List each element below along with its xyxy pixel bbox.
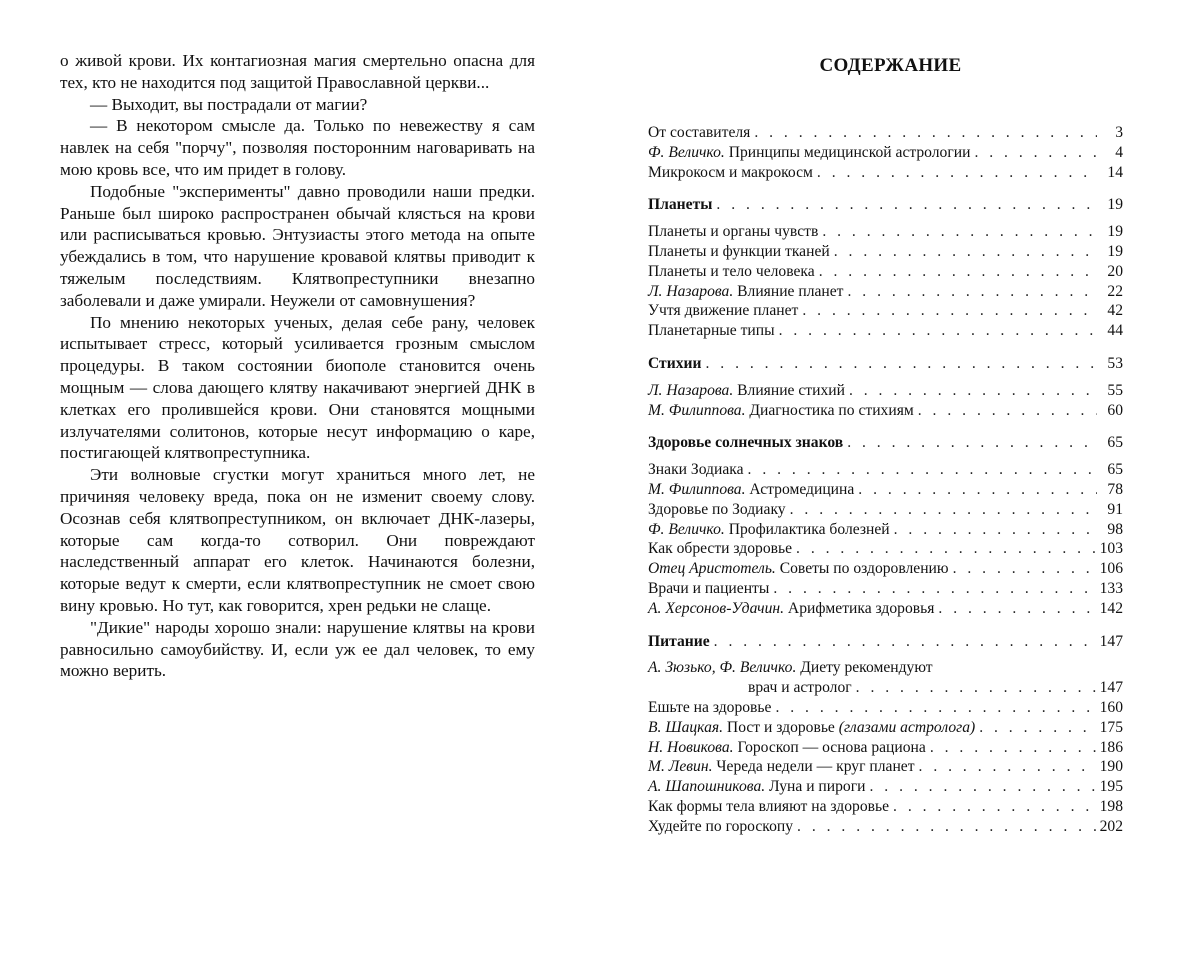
toc-entry-text: Здоровье солнечных знаков <box>648 434 844 452</box>
toc-entry-title <box>648 460 744 480</box>
toc-entry-title <box>648 123 750 143</box>
table-of-contents <box>648 123 1123 837</box>
toc-page-number: 106 <box>1099 560 1123 578</box>
toc-entry-author: Л. Назарова. <box>648 381 734 399</box>
toc-section <box>648 354 1123 420</box>
toc-page-number: 44 <box>1107 322 1123 340</box>
toc-section <box>648 123 1123 182</box>
toc-entry-text: Питание <box>648 632 710 650</box>
toc-entry-text: Врачи и пациенты <box>648 579 770 597</box>
dot-leader <box>797 817 1096 837</box>
toc-entry-title <box>648 401 914 421</box>
toc-entry <box>648 539 1123 559</box>
dot-leader <box>856 678 1096 698</box>
toc-entry <box>648 381 1123 401</box>
toc-entry-text: Планеты и органы чувств <box>648 223 819 241</box>
toc-entry-title <box>648 195 712 215</box>
toc-entry-author: А. Херсонов-Удачин. <box>648 599 785 617</box>
toc-entry-title <box>648 777 865 797</box>
toc-entry-text: Диету рекомендуют <box>796 659 933 677</box>
toc-entry-text: Влияние планет <box>733 282 844 300</box>
toc-page-number: 55 <box>1107 381 1123 399</box>
toc-entry-title <box>648 433 843 453</box>
toc-entry <box>648 520 1123 540</box>
dot-leader <box>848 282 1098 302</box>
dot-leader <box>869 777 1095 797</box>
toc-page-number: 78 <box>1107 480 1123 498</box>
toc-entry-text: Стихии <box>648 354 702 372</box>
dot-leader <box>953 559 1096 579</box>
toc-entry-text: Влияние стихий <box>733 381 845 399</box>
toc-entry-author: М. Филиппова. <box>648 401 746 419</box>
toc-page-number: 147 <box>1099 679 1123 697</box>
toc-entry-author: М. Филиппова. <box>648 480 746 498</box>
dot-leader <box>705 354 1097 374</box>
toc-page-number: 103 <box>1099 540 1123 558</box>
toc-entry <box>648 480 1123 500</box>
toc-section-heading <box>648 195 1123 215</box>
dot-leader <box>817 163 1097 183</box>
toc-entry <box>648 163 1123 183</box>
dot-leader <box>819 262 1097 282</box>
toc-page-number: 198 <box>1099 797 1123 815</box>
body-paragraph: — В некотором смысле да. Только по невежеству я сам навлек на себя "порчу", позволяя посторонним наговаривать на мою кровь все, что им придет в голову. <box>60 116 535 179</box>
toc-entry-title <box>648 282 844 302</box>
toc-page-number: 60 <box>1107 401 1123 419</box>
toc-entry <box>648 599 1123 619</box>
toc-page-number: 202 <box>1099 817 1123 835</box>
body-paragraph: Эти волновые сгустки могут храниться много лет, не причиняя человеку вреда, пока он не изменит своему слову. Осознав себя клятвопреступником, он включает ДНК-лазеры, которые сам когда-то сотворил. Они повреждают наследственный аппарат его клеток. Начинаются болезни, которые ведут к смерти, если клятвопреступник не смоет свою вину кровью. Но тут, как говорится, хрен редьки не слаще. <box>60 465 535 615</box>
toc-entry <box>648 123 1123 143</box>
toc-entry-title <box>648 817 793 837</box>
toc-section-heading <box>648 433 1123 453</box>
dot-leader <box>918 401 1097 421</box>
toc-entry-title <box>648 354 701 374</box>
dot-leader <box>894 520 1097 540</box>
dot-leader <box>834 242 1097 262</box>
toc-entry-author: Отец Аристотель. <box>648 560 776 578</box>
toc-page-number: 19 <box>1107 196 1123 214</box>
toc-entry <box>648 242 1123 262</box>
toc-section <box>648 433 1123 618</box>
toc-entry <box>648 579 1123 599</box>
body-paragraph: Подобные "эксперименты" давно проводили наши предки. Раньше был широко распространен обычай клясться на крови или расписываться кровью. Энтузиасты этого метода на опыте убеждались в том, что нарушение кровавой клятвы приводит к тяжелым последствиям. Клятвопреступники внезапно заболевали и даже умирали. Неужели от самовнушения? <box>60 181 535 310</box>
toc-entry-text: Как обрести здоровье <box>648 540 793 558</box>
dot-leader <box>796 539 1096 559</box>
toc-entry <box>648 282 1123 302</box>
toc-entry <box>648 777 1123 797</box>
toc-entry-text: Знаки Зодиака <box>648 461 744 479</box>
toc-entry-text: Диагностика по стихиям <box>745 401 914 419</box>
toc-entry-title <box>648 757 915 777</box>
dot-leader <box>893 797 1096 817</box>
toc-entry <box>648 698 1123 718</box>
toc-page-number: 19 <box>1107 223 1123 241</box>
toc-entry-title <box>648 738 926 758</box>
toc-page-number: 20 <box>1107 262 1123 280</box>
toc-entry-text: Профилактика болезней <box>724 520 890 538</box>
toc-page-number: 65 <box>1107 434 1123 452</box>
toc-entry-title <box>648 301 798 321</box>
toc-entry-title <box>648 698 771 718</box>
dot-leader <box>714 632 1096 652</box>
toc-page-number: 195 <box>1099 778 1123 796</box>
toc-entry-title <box>648 321 775 341</box>
toc-entry-text: Астромедицина <box>745 480 855 498</box>
body-paragraph: "Дикие" народы хорошо знали: нарушение клятвы на крови равносильно самоубийству. И, если уж ее дал человек, то ему можно верить. <box>60 617 535 681</box>
toc-page-number: 190 <box>1099 758 1123 776</box>
toc-page-number: 133 <box>1099 579 1123 597</box>
toc-entry <box>648 460 1123 480</box>
toc-section-heading <box>648 354 1123 374</box>
dot-leader <box>849 381 1097 401</box>
body-paragraph: о живой крови. Их контагиозная магия смертельно опасна для тех, кто не находится под защитой Православной церкви... <box>60 51 535 92</box>
toc-entry <box>648 401 1123 421</box>
toc-page-number: 42 <box>1107 302 1123 320</box>
toc-entry-text: Как формы тела влияют на здоровье <box>648 797 890 815</box>
toc-entry <box>648 757 1123 777</box>
dot-leader <box>974 143 1097 163</box>
dot-leader <box>775 698 1095 718</box>
dot-leader <box>822 222 1097 242</box>
toc-entry-text: Учтя движение планет <box>648 302 799 320</box>
toc-entry-text: Луна и пироги <box>765 778 866 796</box>
dot-leader <box>748 460 1097 480</box>
toc-entry <box>648 738 1123 758</box>
toc-entry-title <box>648 797 889 817</box>
toc-entry-text: Планетарные типы <box>648 322 775 340</box>
toc-entry-title <box>648 632 710 652</box>
toc-section <box>648 195 1123 341</box>
right-page <box>648 50 1123 850</box>
toc-entry-text: Планеты и тело человека <box>648 262 815 280</box>
dot-leader <box>790 500 1097 520</box>
toc-entry-text: Гороскоп — основа рациона <box>733 738 926 756</box>
toc-entry <box>648 658 1123 678</box>
toc-entry-text: Ешьте на здоровье <box>648 698 772 716</box>
toc-entry <box>648 500 1123 520</box>
dot-leader <box>930 738 1096 758</box>
toc-entry-author: В. Шацкая. <box>648 718 724 736</box>
toc-entry <box>648 143 1123 163</box>
toc-entry-text-italic: (глазами астролога) <box>838 718 976 736</box>
toc-section <box>648 632 1123 837</box>
toc-entry <box>648 222 1123 242</box>
toc-entry-title <box>648 143 970 163</box>
toc-entry-title <box>748 678 852 698</box>
toc-title: СОДЕРЖАНИЕ <box>819 55 962 76</box>
toc-entry-text: Арифметика здоровья <box>784 599 935 617</box>
toc-page-number: 91 <box>1107 500 1123 518</box>
toc-entry-author: Ф. Величко. <box>648 520 725 538</box>
toc-entry <box>648 321 1123 341</box>
toc-entry <box>648 301 1123 321</box>
toc-entry-title <box>648 163 813 183</box>
toc-entry-text: Здоровье по Зодиаку <box>648 500 786 518</box>
left-page <box>60 50 535 682</box>
toc-page-number: 3 <box>1115 124 1123 141</box>
toc-entry-text: Череда недели — круг планет <box>712 758 915 776</box>
toc-entry <box>648 559 1123 579</box>
dot-leader <box>979 718 1095 738</box>
toc-entry-text: Пост и здоровье <box>723 718 839 736</box>
toc-entry-title <box>648 539 792 559</box>
dot-leader <box>858 480 1097 500</box>
toc-page-number: 22 <box>1107 282 1123 300</box>
toc-entry <box>648 262 1123 282</box>
toc-page-number: 175 <box>1099 718 1123 736</box>
toc-entry-author: М. Левин. <box>648 758 713 776</box>
toc-entry-text: Принципы медицинской астрологии <box>724 143 971 161</box>
toc-entry-text: От составителя <box>648 124 751 141</box>
toc-entry-text: врач и астролог <box>748 679 852 697</box>
toc-entry-continuation <box>648 678 1123 698</box>
toc-entry-title <box>648 242 830 262</box>
toc-entry-author: А. Зюзько, Ф. Величко. <box>648 659 797 677</box>
dot-leader <box>938 599 1095 619</box>
toc-entry-title <box>648 579 769 599</box>
toc-entry <box>648 718 1123 738</box>
toc-entry-title <box>648 658 933 678</box>
toc-page-number: 142 <box>1099 599 1123 617</box>
toc-entry-text: Планеты и функции тканей <box>648 242 830 260</box>
toc-entry <box>648 797 1123 817</box>
toc-entry-text: Микрокосм и макрокосм <box>648 163 813 181</box>
toc-page-number: 98 <box>1107 520 1123 538</box>
toc-entry <box>648 817 1123 837</box>
dot-leader <box>773 579 1095 599</box>
toc-page-number: 65 <box>1107 461 1123 479</box>
body-paragraph: — Выходит, вы пострадали от магии? <box>90 94 368 114</box>
toc-entry-title <box>648 559 949 579</box>
toc-entry-title <box>648 262 815 282</box>
toc-entry-title <box>648 480 854 500</box>
toc-entry-title <box>648 718 975 738</box>
toc-entry-author: Н. Новикова. <box>648 738 734 756</box>
toc-entry-title <box>648 599 934 619</box>
toc-entry-author: Л. Назарова. <box>648 282 734 300</box>
toc-page-number: 147 <box>1099 632 1123 650</box>
toc-entry-author: А. Шапошникова. <box>648 778 766 796</box>
toc-page-number: 53 <box>1107 354 1123 372</box>
dot-leader <box>716 195 1097 215</box>
dot-leader <box>919 757 1096 777</box>
toc-page-number: 4 <box>1115 143 1123 161</box>
toc-entry-text: Планеты <box>648 196 713 214</box>
dot-leader <box>754 123 1097 143</box>
toc-entry-title <box>648 381 845 401</box>
toc-entry-author: Ф. Величко. <box>648 143 725 161</box>
dot-leader <box>847 433 1097 453</box>
toc-entry-title <box>648 520 890 540</box>
toc-page-number: 186 <box>1099 738 1123 756</box>
dot-leader <box>802 301 1097 321</box>
toc-entry-text: Советы по оздоровлению <box>775 560 949 578</box>
dot-leader <box>779 321 1097 341</box>
toc-entry-title <box>648 222 818 242</box>
toc-page-number: 19 <box>1107 242 1123 260</box>
body-paragraph: По мнению некоторых ученых, делая себе рану, человек испытывает стресс, который усиливается грозным смыслом процедуры. В таком состоянии биополе становится очень мощным — слова дающего клятву накачивают энергией ДНК в клетках его пролившейся крови. Они становятся мощными излучателями солитонов, которые несут информацию о каре, постигающей клятвопреступника. <box>60 312 535 463</box>
toc-page-number: 14 <box>1107 163 1123 181</box>
toc-entry-title <box>648 500 786 520</box>
toc-section-heading <box>648 632 1123 652</box>
toc-entry-text: Худейте по гороскопу <box>648 817 794 835</box>
toc-page-number: 160 <box>1099 698 1123 716</box>
